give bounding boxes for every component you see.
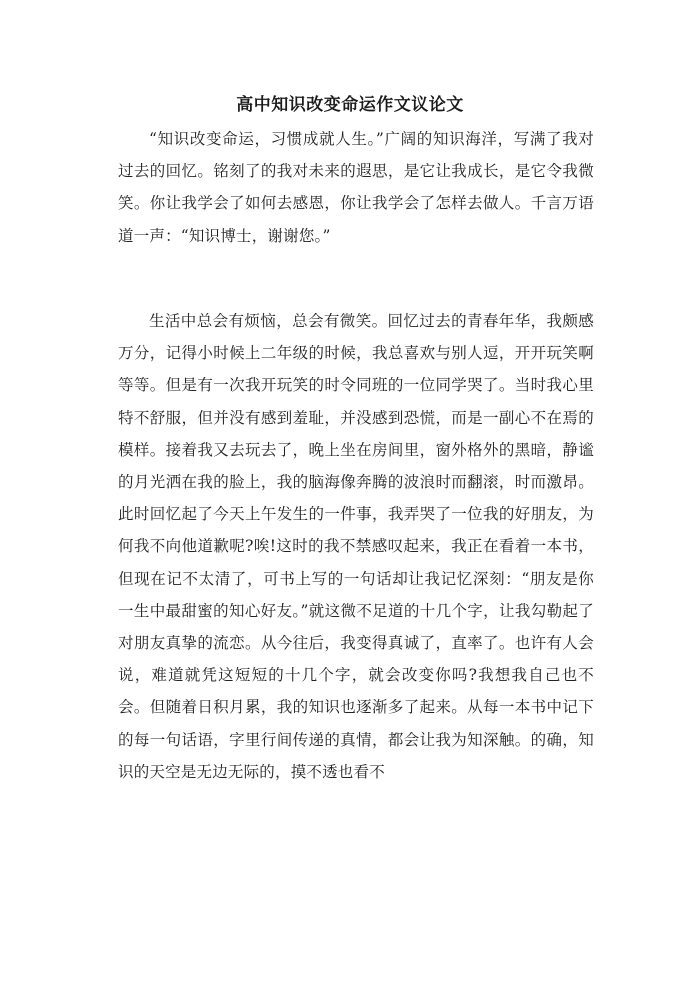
paragraph-1: “知识改变命运，习惯成就人生。”广阔的知识海洋，写满了我对过去的回忆。铭刻了的我对未来的遐思，是它让我成长，是它令我微笑。你让我学会了如何去感恩，你让我学会了怎样去做人。千言万语道一声：“知识博士，谢谢您。” (118, 130, 594, 245)
paragraph-2: 生活中总会有烦恼，总会有微笑。回忆过去的青春年华，我颇感万分，记得小时候上二年级的时候，我总喜欢与别人逗，开开玩笑啊等等。但是有一次我开玩笑的时令同班的一位同学哭了。当时我心里特不舒服，但并没有感到羞耻，并没感到恐慌，而是一副心不在焉的模样。接着我又去玩去了，晚上坐在房间里，窗外格外的黑暗，静谧的月光洒在我的脸上，我的脑海像奔腾的波浪时而翻滚，时而激昂。此时回忆起了今天上午发生的一件事，我弄哭了一位我的好朋友，为何我不向他道歉呢?唉!这时的我不禁感叹起来，我正在看着一本书，但现在记不太清了，可书上写的一句话却让我记忆深刻：“朋友是你一生中最甜蜜的知心好友。”就这微不足道的十几个字，让我勾勒起了对朋友真挚的流恋。从今往后，我变得真诚了，直率了。也许有人会说，难道就凭这短短的十几个字，就会改变你吗?我想我自己也不会。但随着日积月累，我的知识也逐渐多了起来。从每一本书中记下的每一句话语，字里行间传递的真情，都会让我为知深触。的确，知识的天空是无边无际的，摸不透也看不 (118, 312, 594, 781)
document-title: 高中知识改变命运作文议论文 (236, 95, 464, 115)
